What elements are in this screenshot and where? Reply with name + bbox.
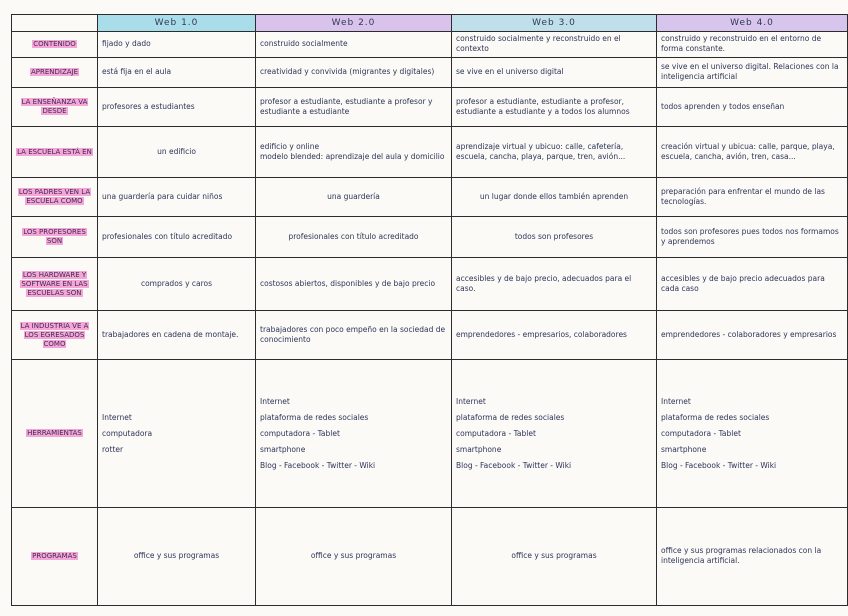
- header-web-3: Web 3.0: [452, 15, 657, 32]
- table-cell: office y sus programas: [98, 507, 256, 605]
- table-cell: construido socialmente y reconstruido en el contexto: [452, 32, 657, 58]
- table-cell: emprendedores - colaboradores y empresarios: [657, 311, 848, 360]
- row-label: LOS HARDWARE Y SOFTWARE EN LAS ESCUELAS SON: [12, 258, 98, 311]
- table-cell: creatividad y convivida (migrantes y digitales): [256, 57, 452, 88]
- table-cell: construido socialmente: [256, 32, 452, 58]
- table-cell: office y sus programas relacionados con la inteligencia artificial.: [657, 507, 848, 605]
- table-cell: profesor a estudiante, estudiante a profesor, estudiante a estudiante y a todos los alumnos: [452, 88, 657, 127]
- table-cell: emprendedores - empresarios, colaboradores: [452, 311, 657, 360]
- table-row: [12, 258, 848, 311]
- table-cell: todos son profesores: [452, 217, 657, 258]
- table-row: [12, 178, 848, 217]
- table-cell: una guardería: [256, 178, 452, 217]
- table-cell: un edificio: [98, 127, 256, 178]
- row-label: PROGRAMAS: [12, 507, 98, 605]
- table-row: [12, 127, 848, 178]
- table-cell: Internet plataforma de redes sociales computadora - Tablet smartphone Blog - Facebook - Twitter - Wiki: [657, 360, 848, 507]
- table-cell: creación virtual y ubicua: calle, parque, playa, escuela, cancha, avión, tren, casa...: [657, 127, 848, 178]
- table-cell: office y sus programas: [256, 507, 452, 605]
- table-cell: trabajadores con poco empeño en la sociedad de conocimiento: [256, 311, 452, 360]
- header-web-4: Web 4.0: [657, 15, 848, 32]
- row-label: LA INDUSTRIA VE A LOS EGRESADOS COMO: [12, 311, 98, 360]
- table-cell: se vive en el universo digital: [452, 57, 657, 88]
- table-row: [12, 32, 848, 58]
- table-cell: profesionales con título acreditado: [256, 217, 452, 258]
- table-cell: comprados y caros: [98, 258, 256, 311]
- table-cell: todos son profesores pues todos nos formamos y aprendemos: [657, 217, 848, 258]
- table-cell: trabajadores en cadena de montaje.: [98, 311, 256, 360]
- row-label: CONTENIDO: [12, 32, 98, 58]
- table-cell: está fija en el aula: [98, 57, 256, 88]
- table-cell: accesibles y de bajo precio, adecuados para el caso.: [452, 258, 657, 311]
- row-label: LA ENSEÑANZA VA DESDE: [12, 88, 98, 127]
- table-cell: se vive en el universo digital. Relaciones con la inteligencia artificial: [657, 57, 848, 88]
- table-cell: aprendizaje virtual y ubicuo: calle, cafetería, escuela, cancha, playa, parque, tren, avión...: [452, 127, 657, 178]
- table-cell: construido y reconstruido en el entorno de forma constante.: [657, 32, 848, 58]
- table-cell: un lugar donde ellos también aprenden: [452, 178, 657, 217]
- table-row: [12, 217, 848, 258]
- table-row: [12, 507, 848, 605]
- table-cell: Internet plataforma de redes sociales computadora - Tablet smartphone Blog - Facebook - Twitter - Wiki: [256, 360, 452, 507]
- table-cell: costosos abiertos, disponibles y de bajo precio: [256, 258, 452, 311]
- header-row: [12, 15, 848, 32]
- row-label: LA ESCUELA ESTÁ EN: [12, 127, 98, 178]
- table-cell: preparación para enfrentar el mundo de las tecnologías.: [657, 178, 848, 217]
- table-cell: edificio y online modelo blended: aprendizaje del aula y domicilio: [256, 127, 452, 178]
- table-row: [12, 88, 848, 127]
- header-web-2: Web 2.0: [256, 15, 452, 32]
- table-cell: accesibles y de bajo precio adecuados para cada caso: [657, 258, 848, 311]
- table-cell: office y sus programas: [452, 507, 657, 605]
- comparison-table: [11, 14, 848, 606]
- row-label: LOS PROFESORES SON: [12, 217, 98, 258]
- table-row: [12, 360, 848, 507]
- row-label: LOS PADRES VEN LA ESCUELA COMO: [12, 178, 98, 217]
- table-row: [12, 57, 848, 88]
- table-cell: profesor a estudiante, estudiante a profesor y estudiante a estudiante: [256, 88, 452, 127]
- table-cell: Internet computadora rotter: [98, 360, 256, 507]
- table-cell: una guardería para cuidar niños: [98, 178, 256, 217]
- row-label: HERRAMIENTAS: [12, 360, 98, 507]
- table-cell: todos aprenden y todos enseñan: [657, 88, 848, 127]
- corner-header: [12, 15, 98, 32]
- table-cell: profesionales con título acreditado: [98, 217, 256, 258]
- table-cell: profesores a estudiantes: [98, 88, 256, 127]
- row-label: APRENDIZAJE: [12, 57, 98, 88]
- table-cell: fijado y dado: [98, 32, 256, 58]
- table-row: [12, 311, 848, 360]
- header-web-1: Web 1.0: [98, 15, 256, 32]
- table-cell: Internet plataforma de redes sociales computadora - Tablet smartphone Blog - Facebook - Twitter - Wiki: [452, 360, 657, 507]
